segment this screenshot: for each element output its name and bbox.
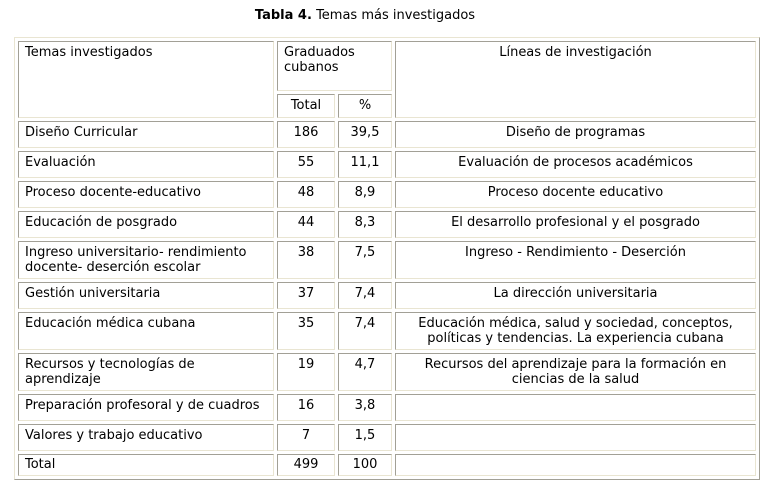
table-row xyxy=(18,353,756,391)
topic-cell: Educación médica cubana xyxy=(18,312,274,350)
table-caption xyxy=(0,0,730,23)
total-cell: 186 xyxy=(277,121,335,148)
table-caption-label: Tabla 4. xyxy=(254,8,312,23)
total-cell: 7 xyxy=(277,424,335,451)
header-row-main xyxy=(18,41,756,91)
header-percent: % xyxy=(338,94,392,118)
line-cell xyxy=(395,394,756,421)
percent-cell: 7,5 xyxy=(338,241,392,279)
table-row xyxy=(18,241,756,279)
header-topics: Temas investigados xyxy=(18,41,274,118)
percent-cell: 8,3 xyxy=(338,211,392,238)
topic-cell: Educación de posgrado xyxy=(18,211,274,238)
total-cell: 499 xyxy=(277,454,335,476)
line-cell: La dirección universitaria xyxy=(395,282,756,309)
table-row xyxy=(18,211,756,238)
total-cell: 38 xyxy=(277,241,335,279)
table-total-row xyxy=(18,454,756,476)
topic-cell: Recursos y tecnologías de aprendizaje xyxy=(18,353,274,391)
line-cell: Educación médica, salud y sociedad, conceptos, políticas y tendencias. La experiencia cubana xyxy=(395,312,756,350)
percent-cell: 1,5 xyxy=(338,424,392,451)
table-row xyxy=(18,151,756,178)
research-topics-table xyxy=(14,37,760,480)
line-cell: El desarrollo profesional y el posgrado xyxy=(395,211,756,238)
line-cell: Proceso docente educativo xyxy=(395,181,756,208)
header-lines: Líneas de investigación xyxy=(395,41,756,118)
percent-cell: 100 xyxy=(338,454,392,476)
percent-cell: 4,7 xyxy=(338,353,392,391)
total-cell: 19 xyxy=(277,353,335,391)
line-cell: Diseño de programas xyxy=(395,121,756,148)
topic-cell: Evaluación xyxy=(18,151,274,178)
percent-cell: 7,4 xyxy=(338,312,392,350)
topic-cell: Gestión universitaria xyxy=(18,282,274,309)
total-cell: 44 xyxy=(277,211,335,238)
line-cell xyxy=(395,454,756,476)
topic-cell: Total xyxy=(18,454,274,476)
percent-cell: 7,4 xyxy=(338,282,392,309)
table-caption-text: Temas más investigados xyxy=(316,8,476,23)
total-cell: 55 xyxy=(277,151,335,178)
table-row xyxy=(18,394,756,421)
table-row xyxy=(18,121,756,148)
percent-cell: 11,1 xyxy=(338,151,392,178)
total-cell: 37 xyxy=(277,282,335,309)
topic-cell: Preparación profesoral y de cuadros xyxy=(18,394,274,421)
table-row xyxy=(18,424,756,451)
total-cell: 35 xyxy=(277,312,335,350)
percent-cell: 39,5 xyxy=(338,121,392,148)
line-cell xyxy=(395,424,756,451)
percent-cell: 8,9 xyxy=(338,181,392,208)
header-total: Total xyxy=(277,94,335,118)
table-row xyxy=(18,181,756,208)
line-cell: Recursos del aprendizaje para la formación en ciencias de la salud xyxy=(395,353,756,391)
topic-cell: Diseño Curricular xyxy=(18,121,274,148)
table-row xyxy=(18,312,756,350)
percent-cell: 3,8 xyxy=(338,394,392,421)
topic-cell: Ingreso universitario- rendimiento docente- deserción escolar xyxy=(18,241,274,279)
line-cell: Evaluación de procesos académicos xyxy=(395,151,756,178)
header-graduates-group: Graduados cubanos xyxy=(277,41,392,91)
line-cell: Ingreso - Rendimiento - Deserción xyxy=(395,241,756,279)
table-row xyxy=(18,282,756,309)
total-cell: 16 xyxy=(277,394,335,421)
topic-cell: Proceso docente-educativo xyxy=(18,181,274,208)
topic-cell: Valores y trabajo educativo xyxy=(18,424,274,451)
total-cell: 48 xyxy=(277,181,335,208)
